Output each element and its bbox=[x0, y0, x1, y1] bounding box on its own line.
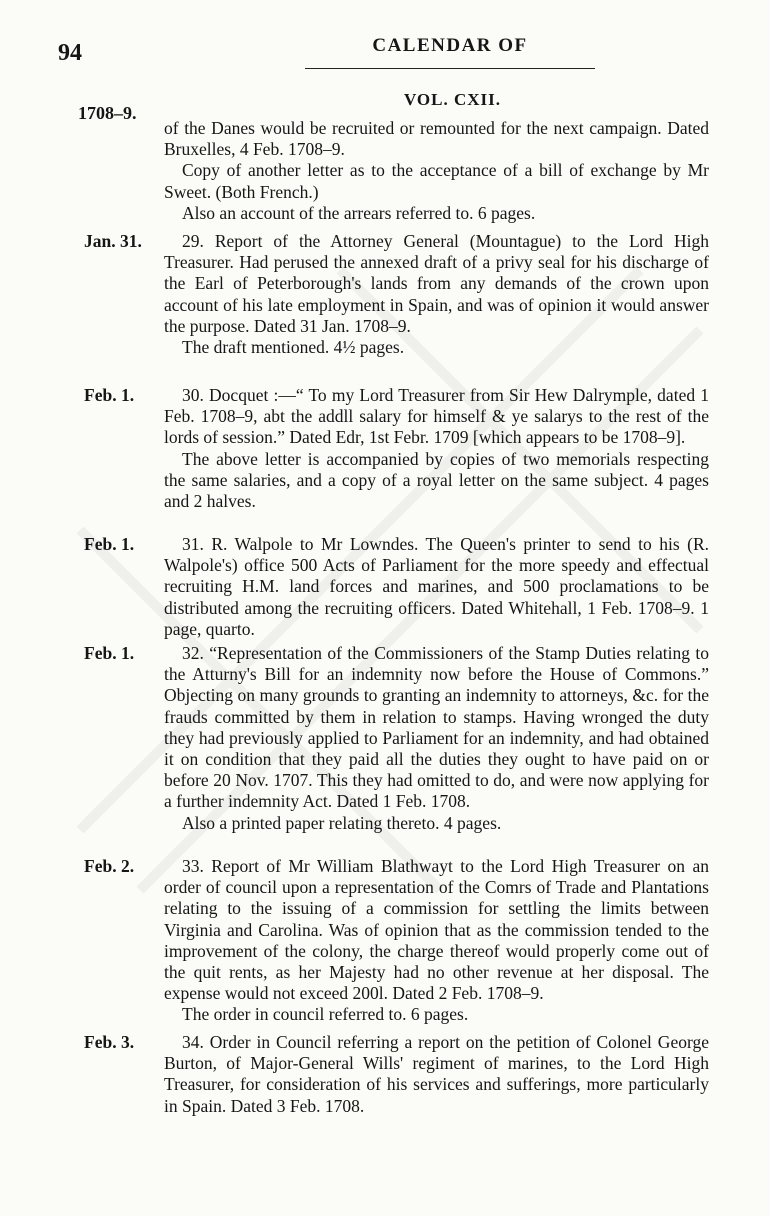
entry-paragraph: 33. Report of Mr William Blathwayt to the Lord High Treasurer on an order of council upon a representation of the Comrs of Trade and Plantations relating to the issuing of a commission for settling the limits between Virginia and Carolina. Was of opinion that as the commission tended to the improvement of the colony, the charge thereof would properly come out of the quit rents, as her Majesty had no other revenue at her disposal. The expense would not exceed 200l. Dated 2 Feb. 1708–9. bbox=[164, 856, 709, 1004]
entry-body bbox=[164, 118, 709, 224]
entry-date: Jan. 31. bbox=[84, 231, 142, 251]
entry-body bbox=[164, 231, 709, 358]
entry-paragraph: 29. Report of the Attorney General (Mountague) to the Lord High Treasurer. Had perused the annexed draft of a privy seal for his discharge of the Earl of Peterborough's lands from any demands of the crown upon account of his late employment in Spain, and was of opinion it would answer the purpose. Dated 31 Jan. 1708–9. bbox=[164, 231, 709, 336]
entry-paragraph: 34. Order in Council referring a report on the petition of Colonel George Burton, of Major-General Wills' regiment of marines, to the Lord High Treasurer, for consideration of his services and sufferings, more particularly in Spain. Dated 3 Feb. 1708. bbox=[164, 1032, 709, 1116]
entry-body bbox=[164, 534, 709, 640]
running-title: CALENDAR OF bbox=[372, 35, 528, 56]
entry-body bbox=[164, 1032, 709, 1117]
entry-paragraph: Also a printed paper relating thereto. 4 pages. bbox=[182, 812, 502, 833]
entry-paragraph: Copy of another letter as to the acceptance of a bill of exchange by Mr Sweet. (Both French.) bbox=[164, 160, 709, 202]
entry-paragraph: 32. “Representation of the Commissioners of the Stamp Duties relating to the Atturny's Bill for an indemnity now before the House of Commons.” Objecting on many grounds to granting an indemnity to attorneys, &c. for the frauds committed by them in relation to stamps. Having wronged the duty they had previously applied to Parliament for an indemnity, and had obtained it on condition that they paid all the duties they ought to have paid on or before 20 Nov. 1707. This they had omitted to do, and were now applying for a further indemnity Act. Dated 1 Feb. 1708. bbox=[164, 643, 709, 812]
entry-paragraph: Also an account of the arrears referred to. 6 pages. bbox=[182, 202, 536, 223]
volume-label: VOL. CXII. bbox=[404, 90, 502, 109]
entry-date: Feb. 3. bbox=[84, 1032, 135, 1052]
entry-date: Feb. 1. bbox=[84, 385, 135, 405]
entry-paragraph: The above letter is accompanied by copies of two memorials respecting the same salaries, and a copy of a royal letter on the same subject. 4 pages and 2 halves. bbox=[164, 448, 709, 512]
entry-body bbox=[164, 856, 709, 1026]
entry-paragraph: The order in council referred to. 6 pages. bbox=[182, 1004, 469, 1025]
entry-date: Feb. 1. bbox=[84, 534, 135, 554]
entry-body bbox=[164, 643, 709, 834]
entry-paragraph: 30. Docquet :—“ To my Lord Treasurer from Sir Hew Dalrymple, dated 1 Feb. 1708–9, abt the addll salary for himself & ye salarys to the rest of the lords of session.” Dated Edr, 1st Febr. 1709 [which appears to be 1708–9]. bbox=[164, 385, 709, 448]
entry-paragraph: of the Danes would be recruited or remounted for the next campaign. Dated Bruxelles, 4 Feb. 1708–9. bbox=[164, 118, 709, 160]
year-label: 1708–9. bbox=[78, 103, 137, 123]
entry-paragraph: The draft mentioned. 4½ pages. bbox=[182, 337, 405, 358]
entry-paragraph: 31. R. Walpole to Mr Lowndes. The Queen's printer to send to his (R. Walpole's) office 500 Acts of Parliament for the more speedy and effectual recruiting H.M. land forces and marines, and 500 proclamations to be distributed among the recruiting officers. Dated Whitehall, 1 Feb. 1708–9. 1 page, quarto. bbox=[164, 534, 709, 639]
header-rule bbox=[305, 68, 595, 69]
entry-date: Feb. 1. bbox=[84, 643, 135, 663]
entry-body bbox=[164, 385, 709, 512]
entry-date: Feb. 2. bbox=[84, 856, 135, 876]
page-number: 94 bbox=[58, 40, 82, 66]
